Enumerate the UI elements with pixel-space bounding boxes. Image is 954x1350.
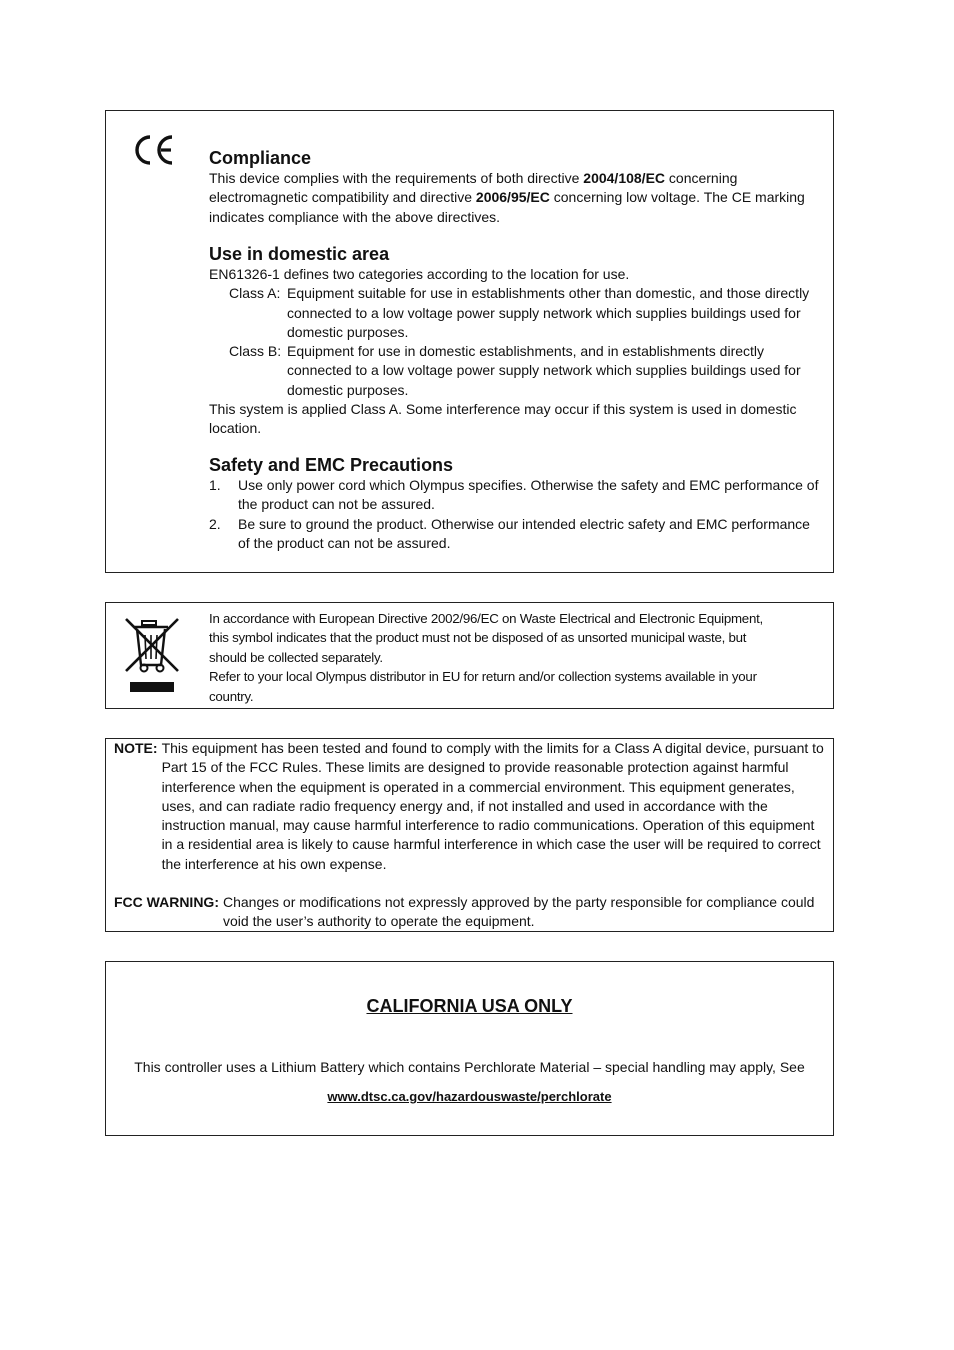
crossed-out-wheelie-bin-icon — [124, 615, 182, 695]
ce-mark-icon — [132, 133, 176, 167]
note-text: This equipment has been tested and found to comply with the limits for a Class A digital device, pursuant to Part 15 of the FCC Rules. These limits are designed to provide reasonable protection against harmful interference when the equipment is operated in a commercial environment. This equipment generates, uses, and can radiate radio frequency energy and, if not installed and used in accordance with the instruction manual, may cause harmful interference to radio communications. Operation of this equipment in a residential area is likely to cause harmful interference in which case the user will be required to correct the interference at his own expense. — [161, 740, 824, 872]
safety-heading: Safety and EMC Precautions — [209, 455, 454, 475]
fcc-section — [114, 739, 827, 932]
domestic-section — [209, 243, 825, 439]
california-title: CALIFORNIA USA ONLY — [366, 996, 573, 1016]
domestic-heading: Use in domestic area — [209, 244, 390, 264]
directive-emc: 2004/108/EC — [583, 170, 666, 186]
class-a-text: Equipment suitable for use in establishments other than domestic, and those directly connected to a low voltage power supply network which supplies buildings used for domestic purposes. — [287, 285, 810, 340]
domestic-intro: EN61326-1 defines two categories according to the location for use. — [209, 266, 630, 282]
california-text: This controller uses a Lithium Battery which contains Perchlorate Material – special handling may apply, See — [134, 1059, 805, 1075]
warning-text: Changes or modifications not expressly approved by the party responsible for compliance could void the user’s authority to operate the equipment. — [223, 894, 815, 930]
weee-box — [105, 602, 834, 709]
safety-section — [209, 454, 825, 553]
compliance-box — [105, 110, 834, 573]
domestic-closing: This system is applied Class A. Some interference may occur if this system is used in domestic location. — [209, 401, 797, 437]
warning-label: FCC WARNING: — [114, 894, 219, 911]
class-a-label: Class A: — [229, 285, 281, 302]
list-item: 2. Be sure to ground the product. Otherwise our intended electric safety and EMC performance of the product can not be assured. — [209, 515, 810, 551]
directive-lv: 2006/95/EC — [475, 189, 550, 206]
compliance-section — [209, 147, 825, 227]
class-a-item — [209, 284, 825, 342]
note-label: NOTE: — [114, 740, 158, 756]
class-b-item — [209, 342, 825, 400]
weee-text: In accordance with European Directive 2002/96/EC on Waste Electrical and Electronic Equipment, this symbol indicates that the product must not be disposed of as unsorted municipal waste, but should be collected separately. Refer to your local Olympus distributor in EU for return and/or collection systems available in your country. — [209, 611, 763, 704]
compliance-heading: Compliance — [209, 148, 312, 168]
california-box — [105, 961, 834, 1136]
compliance-text: This device complies with the requirements of both directive 2004/108/EC concerning electromagnetic compatibility and directive 2006/95/EC concerning low voltage. The CE marking indicates compliance with the above directives. — [209, 170, 805, 225]
fcc-note — [114, 739, 827, 874]
class-b-label: Class B: — [229, 343, 282, 360]
class-b-text: Equipment for use in domestic establishments, and in establishments directly connected to a low voltage power supply network which supplies buildings used for domestic purposes. — [287, 343, 801, 398]
fcc-box — [105, 738, 834, 932]
perchlorate-link[interactable]: www.dtsc.ca.gov/hazardouswaste/perchlorate — [327, 1089, 612, 1104]
list-item: 1. Use only power cord which Olympus specifies. Otherwise the safety and EMC performance of the product can not be assured. — [209, 477, 819, 513]
fcc-warning — [114, 893, 827, 932]
